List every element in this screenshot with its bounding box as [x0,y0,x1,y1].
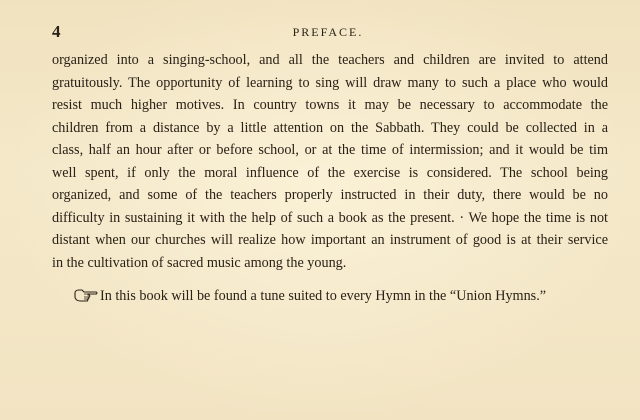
hymn-notice [74,286,546,308]
pointing-hand-icon [74,288,98,308]
preface-paragraph [52,49,608,274]
text-line: gratuitously. The opportunity of learning to sing will draw many to such a place who would [52,74,608,91]
text-line: difficulty in sustaining it with the help of such a book as the present. · We hope the time is not [52,209,608,226]
text-line: well spent, if only the moral influence of the exercise is considered. The school being [52,164,608,181]
running-head: PREFACE. [292,25,364,39]
page-number: 4 [52,22,61,41]
notice-text: In this book will be found a tune suited to every Hymn in the “Union Hymns.” [100,288,547,304]
text-line: class, half an hour after or before school, or at the time of intermission; and it would be tim [52,142,608,158]
page-header [52,22,604,42]
text-line: organized, and some of the teachers properly instructed in their duty, there would be no [52,187,608,203]
text-line: organized into a singing-school, and all the teachers and children are invited to attend [52,52,608,68]
text-line: children from a distance by a little attention on the Sabbath. They could be collected in a [52,119,608,136]
text-line: resist much higher motives. In country towns it may be necessary to accommodate the [52,97,608,113]
text-line: in the cultivation of sacred music among the young. [52,254,347,271]
text-line: distant when our churches will realize how important an instrument of good is at their service [52,232,608,248]
